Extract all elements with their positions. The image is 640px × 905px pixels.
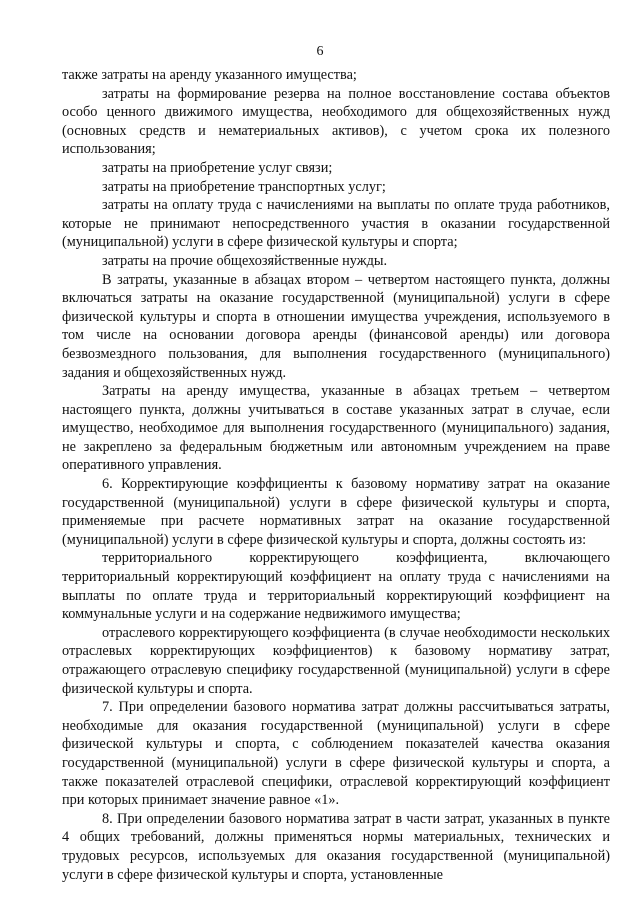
document-body [62, 66, 610, 884]
paragraph-10: территориального корректирующего коэффициента, включающего территориальный корректирующий коэффициент на оплату труда с начислениями на выплаты по оплате труда и территориальный корректирующий коэффициент на коммунальные услуги и на содержание недвижимого имущества; [62, 550, 610, 623]
paragraph-5: затраты на оплату труда с начислениями на выплаты по оплате труда работников, которые не принимают непосредственного участия в оказании государственной (муниципальной) услуги в сфере физической культуры и спорта; [62, 197, 610, 251]
paragraph-3: затраты на приобретение услуг связи; [102, 159, 333, 176]
page-number: 6 [316, 44, 324, 59]
paragraph-13: 8. При определении базового норматива затрат в части затрат, указанных в пункте 4 общих требований, должны применяться нормы материальных, технических и трудовых ресурсов, используемых для оказания государственной (муниципальной) услуги в сфере физической культуры и спорта, установленные [62, 810, 610, 883]
paragraph-12: 7. При определении базового норматива затрат должны рассчитываться затраты, необходимые для оказания государственной (муниципальной) услуги в сфере физической культуры и спорта, с соблюдением показателей качества оказания государственной (муниципальной) услуги в сфере физической культуры и спорта, а также показателей отраслевой специфики, отраслевой корректирующий коэффициент при которых принимает значение равное «1». [62, 699, 610, 809]
paragraph-4: затраты на приобретение транспортных услуг; [102, 178, 386, 195]
paragraph-11: отраслевого корректирующего коэффициента (в случае необходимости нескольких отраслевых корректирующих коэффициентов) к базовому нормативу затрат, отражающего отраслевую специфику государственной (муниципальной) услуги в сфере физической культуры и спорта. [62, 624, 610, 697]
paragraph-8: Затраты на аренду имущества, указанные в абзацах третьем – четвертом настоящего пункта, должны учитываться в составе указанных затрат в случае, если имущество, необходимое для выполнения государственного (муниципального) задания, не закреплено за федеральным бюджетным или автономным учреждением на праве оперативного управления. [62, 383, 610, 474]
paragraph-1: также затраты на аренду указанного имущества; [62, 67, 357, 83]
paragraph-6: затраты на прочие общехозяйственные нужды. [102, 252, 388, 269]
paragraph-9: 6. Корректирующие коэффициенты к базовому нормативу затрат на оказание государственной (муниципальной) услуги в сфере физической культуры и спорта, применяемые при расчете нормативных затрат на оказание государственной (муниципальной) услуги в сфере физической культуры и спорта, должны состоять из: [62, 476, 610, 548]
paragraph-7: В затраты, указанные в абзацах втором – четвертом настоящего пункта, должны включаться затраты на оказание государственной (муниципальной) услуги в сфере физической культуры и спорта в отношении имущества учреждения, используемого в том числе на основании договора аренды (финансовой аренды) или договора безвозмездного пользования, для выполнения государственного (муниципального) задания и общехозяйственных нужд. [62, 271, 610, 381]
paragraph-2: затраты на формирование резерва на полное восстановление состава объектов особо ценного движимого имущества, необходимого для общехозяйственных нужд (основных средств и нематериальных активов), с учетом срока их полезного использования; [62, 85, 610, 158]
